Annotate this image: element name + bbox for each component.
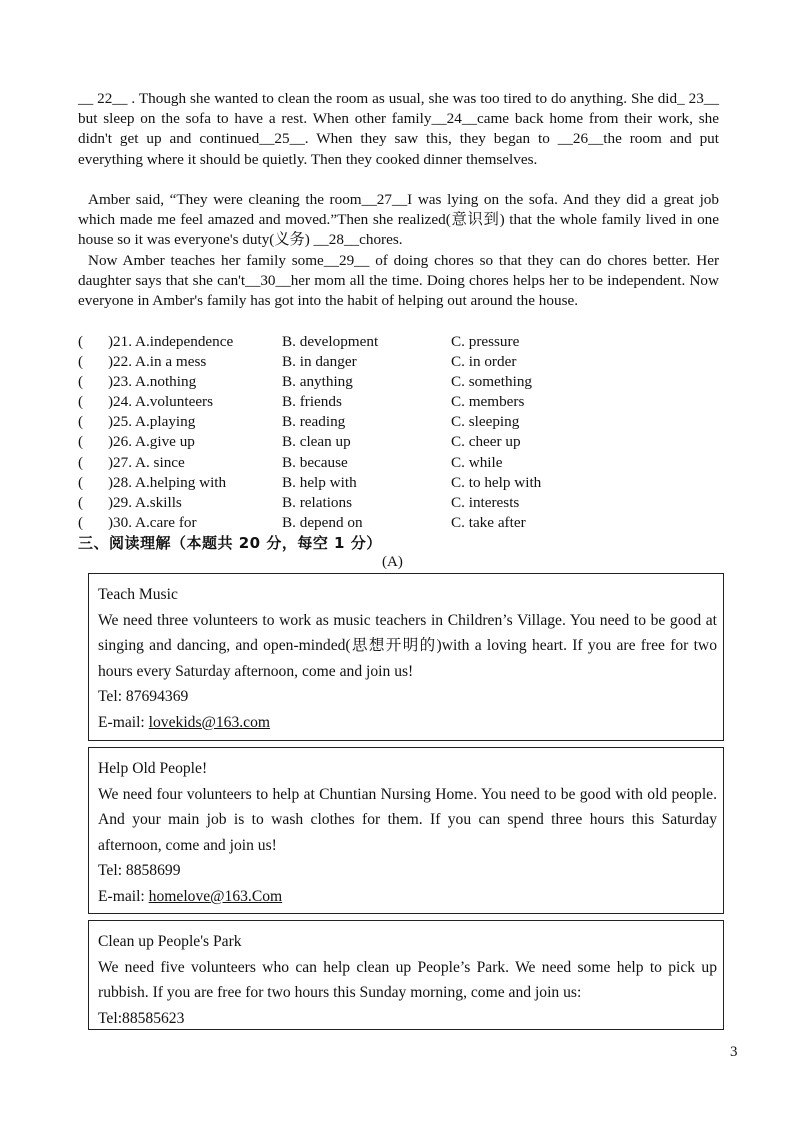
question-row-30 — [78, 513, 738, 533]
option-b: B. clean up — [282, 433, 351, 451]
answer-blank[interactable]: ( — [78, 373, 84, 391]
question-row-23 — [78, 372, 738, 392]
ad-email-link[interactable]: homelove@163.Com — [148, 887, 283, 905]
option-c: C. something — [451, 373, 533, 391]
question-row-22 — [78, 352, 738, 372]
answer-blank[interactable]: ( — [78, 433, 84, 451]
question-row-28 — [78, 473, 738, 493]
ad-title: Clean up People's Park — [98, 933, 242, 950]
ad-email-link[interactable]: lovekids@163.com — [148, 713, 271, 731]
option-a: )23. A.nothing — [108, 373, 197, 391]
answer-blank[interactable]: ( — [78, 393, 84, 411]
ad-body: We need five volunteers who can help clean up People’s Park. We need some help to pick up rubbish. If you are free for two hours this Sunday morning, come and join us: — [98, 958, 717, 1002]
option-c: C. to help with — [451, 473, 542, 491]
option-a: )28. A.helping with — [108, 473, 227, 491]
option-a: )29. A.skills — [108, 493, 182, 511]
option-c: C. take after — [451, 513, 526, 531]
option-a: )30. A.care for — [108, 513, 197, 531]
answer-blank[interactable]: ( — [78, 453, 84, 471]
question-row-27 — [78, 453, 738, 473]
answer-blank[interactable]: ( — [78, 473, 84, 491]
answer-blank[interactable]: ( — [78, 353, 84, 371]
passage-paragraph-2: Amber said, “They were cleaning the room__27__I was lying on the sofa. And they did a great job which made me feel amazed and moved.”Then she realized(意识到) that the whole family lived in one house so it was everyone's duty(义务) __28__chores. — [78, 191, 719, 249]
option-b: B. help with — [282, 473, 357, 491]
passage-paragraph-3: Now Amber teaches her family some__29__ of doing chores so that they can do chores better. Her daughter says that she can't__30__her mom all the time. Doing chores helps her to be independent. Now everyone in Amber's family has got into the habit of helping out around the house. — [78, 252, 719, 310]
ad-email-line — [98, 884, 717, 910]
question-row-29 — [78, 493, 738, 513]
option-c: C. in order — [451, 353, 517, 371]
ad-body: We need three volunteers to work as music teachers in Children’s Village. You need to be good at singing and dancing, and open-minded(思想开明的)with a loving heart. If you are free for two hours every Saturday afternoon, come and join us! — [98, 611, 717, 680]
question-list — [78, 332, 738, 533]
option-a: )25. A.playing — [108, 413, 196, 431]
option-b: B. development — [282, 333, 379, 350]
option-b: B. depend on — [282, 513, 363, 531]
ad-box-clean-up-park — [88, 920, 724, 1030]
section-title: 三、阅读理解（本题共 20 分，每空 1 分） — [78, 534, 382, 552]
answer-blank[interactable]: ( — [78, 513, 84, 531]
answer-blank[interactable]: ( — [78, 413, 84, 431]
option-b: B. friends — [282, 393, 342, 411]
option-b: B. in danger — [282, 353, 357, 371]
ad-email-label: E-mail: — [98, 887, 149, 905]
option-c: C. interests — [451, 493, 520, 511]
section-subtitle: (A) — [382, 554, 403, 570]
answer-blank[interactable]: ( — [78, 333, 84, 350]
ad-title: Help Old People! — [98, 760, 208, 777]
option-c: C. while — [451, 453, 503, 471]
option-c: C. members — [451, 393, 525, 411]
option-b: B. reading — [282, 413, 346, 431]
option-c: C. cheer up — [451, 433, 521, 451]
ad-box-help-old-people — [88, 747, 724, 914]
option-b: B. because — [282, 453, 348, 471]
ad-title: Teach Music — [98, 586, 178, 603]
option-a: )22. A.in a mess — [108, 353, 207, 371]
ad-tel: Tel: 87694369 — [98, 688, 189, 706]
question-row-21 — [78, 332, 738, 352]
option-a: )26. A.give up — [108, 433, 195, 451]
question-row-25 — [78, 412, 738, 432]
ad-tel: Tel:88585623 — [98, 1009, 185, 1027]
page-number: 3 — [730, 1044, 738, 1060]
ad-box-teach-music — [88, 573, 724, 741]
ad-tel: Tel: 8858699 — [98, 862, 181, 880]
option-a: )27. A. since — [108, 453, 185, 471]
ad-body: We need four volunteers to help at Chuntian Nursing Home. You need to be good with old people. And your main job is to wash clothes for them. If you can spend three hours this Saturday afternoon, come and join us! — [98, 785, 717, 854]
option-c: C. pressure — [451, 333, 520, 350]
answer-blank[interactable]: ( — [78, 493, 84, 511]
option-b: B. relations — [282, 493, 353, 511]
ad-email-label: E-mail: — [98, 713, 149, 731]
question-row-26 — [78, 432, 738, 452]
ad-email-line — [98, 710, 717, 736]
question-row-24 — [78, 392, 738, 412]
option-a: )21. A.independence — [108, 333, 234, 350]
passage-paragraph-1: __ 22__ . Though she wanted to clean the room as usual, she was too tired to do anything. She did_ 23__ but sleep on the sofa to have a rest. When other family__24__came back home from their work, she didn't get up and continued__25__. When they saw this, they began to __26__the room and put everything where it should be quietly. Then they cooked dinner themselves. — [78, 90, 719, 168]
option-b: B. anything — [282, 373, 353, 391]
option-a: )24. A.volunteers — [108, 393, 214, 411]
option-c: C. sleeping — [451, 413, 520, 431]
